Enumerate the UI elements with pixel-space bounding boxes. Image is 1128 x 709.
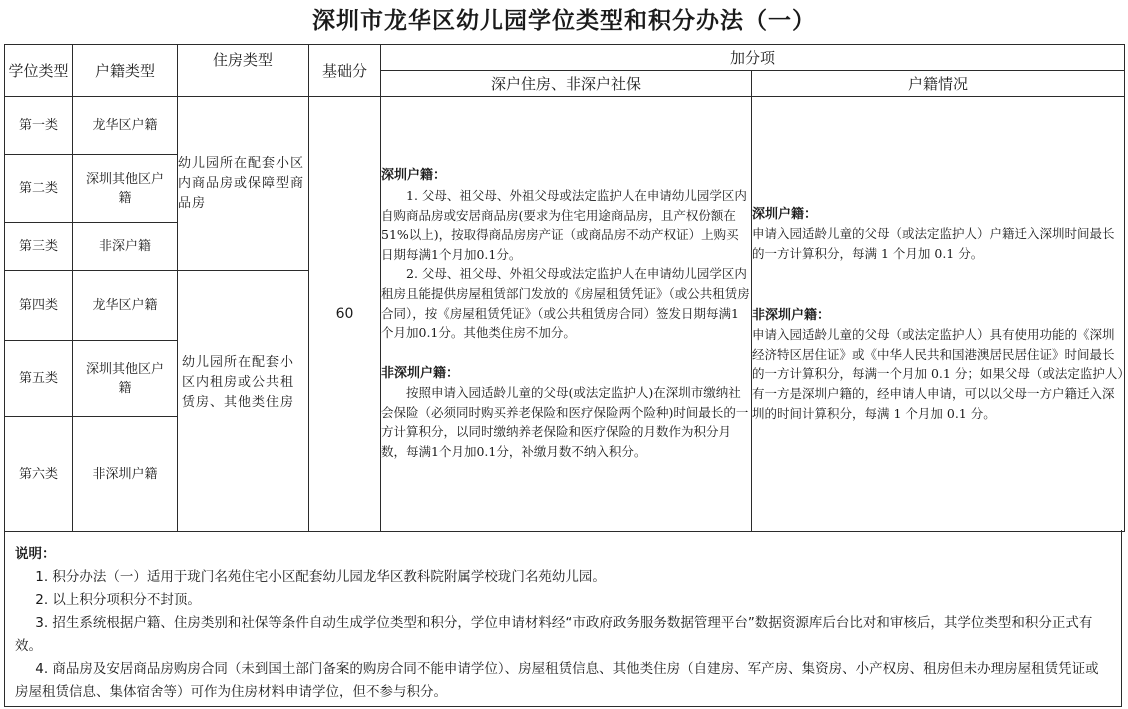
row-hukou: 深圳其他区户籍 (73, 155, 178, 223)
nonsz-social-insurance-rule: 按照申请入园适龄儿童的父母(或法定监护人)在深圳市缴纳社会保险（必须同时购买养老保险和医疗保险两个险种)时间最长的一方计算积分，以同时缴纳养老保险和医疗保险的月数作为积分月数，每满1个月加0.1分，补缴月数不纳入积分。 (381, 385, 749, 460)
row-type: 第一类 (5, 97, 73, 155)
housing-group-rental: 幼儿园所在配套小区内租房或公共租赁房、其他类住房 (178, 271, 309, 532)
row-hukou: 非深户籍 (73, 223, 178, 271)
header-type: 学位类型 (5, 45, 73, 97)
header-bonus: 加分项 (381, 45, 1125, 71)
nonsz-hukou-situation-heading: 非深圳户籍： (752, 307, 831, 323)
hukou-situation-cell (752, 97, 1125, 532)
note-item: 3. 招生系统根据户籍、住房类别和社保等条件自动生成学位类型和积分，学位申请材料经“市政府政务服务数据管理平台”数据资源库后台比对和审核后，其学位类型和积分正式有效。 (15, 615, 1093, 654)
row-hukou: 非深圳户籍 (73, 417, 178, 532)
row-type: 第四类 (5, 271, 73, 341)
housing-group-purchased: 幼儿园所在配套小区内商品房或保障型商品房 (178, 97, 309, 271)
notes-section (4, 530, 1122, 707)
sz-hukou-heading: 深圳户籍： (381, 168, 447, 184)
note-item: 2. 以上积分项积分不封顶。 (35, 592, 201, 608)
nonsz-hukou-heading: 非深圳户籍： (381, 365, 460, 381)
row-hukou: 龙华区户籍 (73, 271, 178, 341)
row-hukou: 深圳其他区户籍 (73, 341, 178, 417)
row-type: 第六类 (5, 417, 73, 532)
header-housing-type: 住房类型 (178, 45, 309, 97)
notes-title: 说明： (15, 546, 56, 562)
note-item: 4. 商品房及安居商品房购房合同（未到国土部门备案的购房合同不能申请学位）、房屋租赁信息、其他类住房（自建房、军产房、集资房、小产权房、租房但未办理房屋租赁凭证或房屋租赁信息、集体宿舍等）可作为住房材料申请学位，但不参与积分。 (15, 661, 1099, 700)
row-type: 第三类 (5, 223, 73, 271)
header-hukou-type: 户籍类型 (73, 45, 178, 97)
header-housing-social: 深户住房、非深户社保 (381, 71, 752, 97)
row-hukou: 龙华区户籍 (73, 97, 178, 155)
row-type: 第二类 (5, 155, 73, 223)
policy-table (4, 44, 1125, 532)
sz-rental-rule: 2. 父母、祖父母、外祖父母或法定监护人在申请幼儿园学区内租房且能提供房屋租赁部门发放的《房屋租赁凭证》（或公共租赁房合同），按《房屋租赁凭证》（或公共租赁房合同）签发日期每满1个月加0.1分。其他类住房不加分。 (381, 266, 750, 341)
sz-hukou-situation-rule: 申请入园适龄儿童的父母（或法定监护人）户籍迁入深圳时间最长的一方计算积分，每满 1 个月加 0.1 分。 (752, 226, 1115, 262)
header-hukou-situation: 户籍情况 (752, 71, 1125, 97)
note-item: 1. 积分办法（一）适用于珑门名苑住宅小区配套幼儿园龙华区教科院附属学校珑门名苑幼儿园。 (35, 569, 606, 585)
header-base-score: 基础分 (309, 45, 381, 97)
row-type: 第五类 (5, 341, 73, 417)
housing-social-cell (381, 97, 752, 532)
sz-purchase-rule: 1. 父母、祖父母、外祖父母或法定监护人在申请幼儿园学区内自购商品房或安居商品房(要求为住宅用途商品房，且产权份额在51%以上)，按取得商品房房产证（或商品房不动产权证）上购买日期每满1个月加0.1分。 (381, 187, 747, 262)
sz-hukou-situation-heading: 深圳户籍： (752, 206, 818, 222)
page-title: 深圳市龙华区幼儿园学位类型和积分办法（一） (312, 7, 816, 34)
base-score: 60 (309, 97, 381, 532)
nonsz-hukou-situation-rule: 申请入园适龄儿童的父母（或法定监护人）具有使用功能的《深圳经济特区居住证》或《中华人民共和国港澳居民居住证》时间最长的一方计算积分，每满一个月加 0.1 分；如果父母（或法定监护人）有一方是深圳户籍的，经申请人申请，可以以父母一方户籍迁入深圳的时间计算积分，每满 1 个月加 0.1 分。 (752, 327, 1124, 421)
